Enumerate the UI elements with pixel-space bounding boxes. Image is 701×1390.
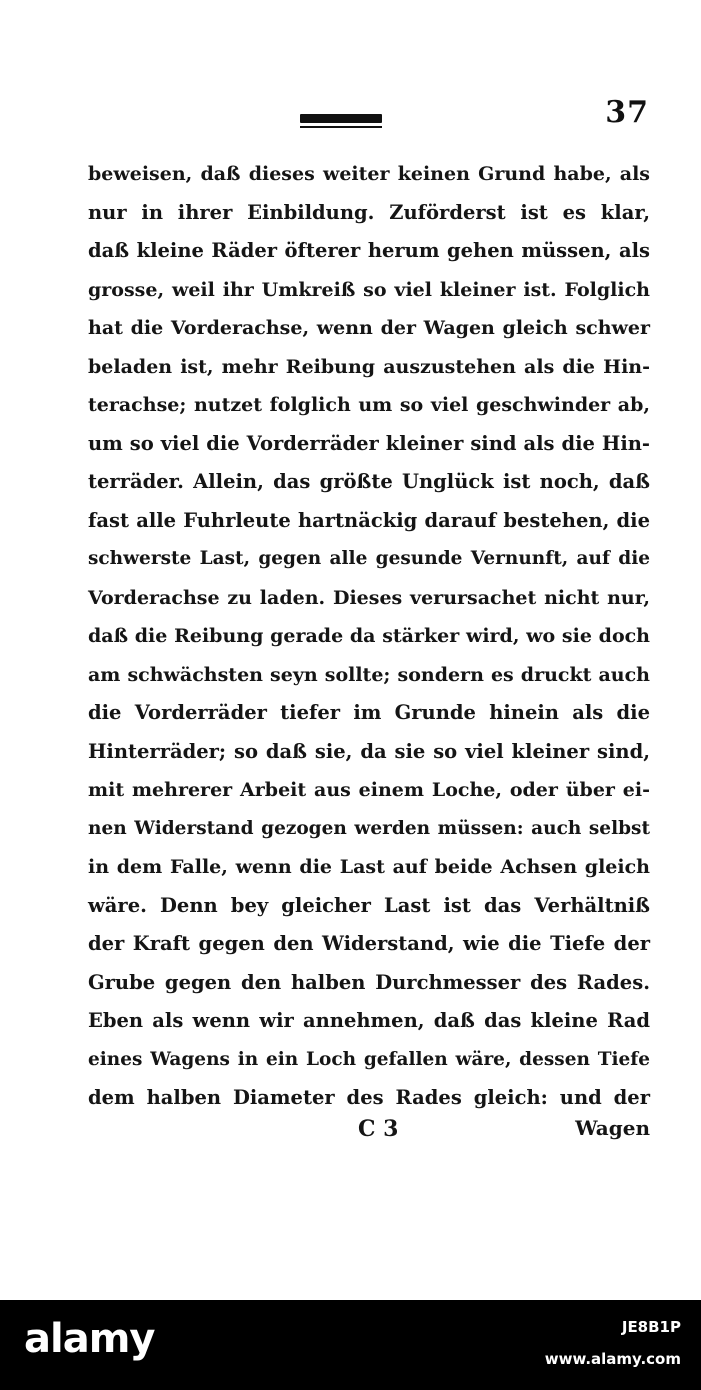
text-line: dem halben Diameter des Rades gleich: und der — [88, 1086, 650, 1109]
text-line: Hinterräder; so daß sie, da sie so viel kleiner sind, — [88, 739, 650, 763]
text-line: daß kleine Räder öfterer herum gehen müssen, als — [88, 239, 650, 262]
signature-mark: C 3 — [358, 1116, 399, 1142]
text-line: grosse, weil ihr Umkreiß so viel kleiner ist. Folglich — [88, 278, 650, 301]
text-line: um so viel die Vorderräder kleiner sind als die Hin- — [88, 431, 650, 455]
text-line: beweisen, daß dieses weiter keinen Grund habe, als — [88, 163, 650, 185]
text-line: hat die Vorderachse, wenn der Wagen gleich schwer — [88, 317, 650, 339]
text-line: nen Widerstand gezogen werden müssen: auch selbst — [88, 817, 650, 839]
text-line: mit mehrerer Arbeit aus einem Loche, oder über ei- — [88, 779, 650, 801]
header-rule — [300, 114, 382, 123]
text-line: terräder. Allein, das größte Unglück ist noch, daß — [88, 470, 650, 493]
watermark-url: www.alamy.com — [544, 1350, 681, 1368]
text-line: Eben als wenn wir annehmen, daß das kleine Rad — [88, 1009, 650, 1032]
page-number: 37 — [605, 95, 649, 130]
text-line: in dem Falle, wenn die Last auf beide Achsen gleich — [88, 856, 650, 878]
text-line: eines Wagens in ein Loch gefallen wäre, dessen Tiefe — [88, 1048, 650, 1070]
text-line: schwerste Last, gegen alle gesunde Vernunft, auf die — [88, 548, 650, 569]
text-line: der Kraft gegen den Widerstand, wie die Tiefe der — [88, 932, 650, 955]
catchword: Wagen — [575, 1116, 650, 1140]
text-line: Vorderachse zu laden. Dieses verursachet nicht nur, — [88, 586, 650, 609]
text-line: daß die Reibung gerade da stärker wird, wo sie doch — [88, 625, 650, 647]
text-line: die Vorderräder tiefer im Grunde hinein als die — [88, 701, 650, 724]
text-line: nur in ihrer Einbildung. Zuförderst ist es klar, — [88, 200, 650, 224]
watermark-logo: alamy — [24, 1316, 155, 1362]
text-line: wäre. Denn bey gleicher Last ist das Verhältniß — [88, 893, 650, 917]
text-line: beladen ist, mehr Reibung auszustehen als die Hin- — [88, 355, 650, 378]
page-footer — [88, 1116, 650, 1156]
text-line: fast alle Fuhrleute hartnäckig darauf bestehen, die — [88, 508, 650, 532]
watermark-image-id: JE8B1P — [621, 1318, 681, 1336]
text-line: terachse; nutzet folglich um so viel geschwinder ab, — [88, 394, 650, 416]
text-line: Grube gegen den halben Durchmesser des Rades. — [88, 970, 650, 994]
text-line: am schwächsten seyn sollte; sondern es druckt auch — [88, 663, 650, 686]
body-text — [88, 155, 650, 1118]
watermark-banner — [0, 1300, 701, 1390]
